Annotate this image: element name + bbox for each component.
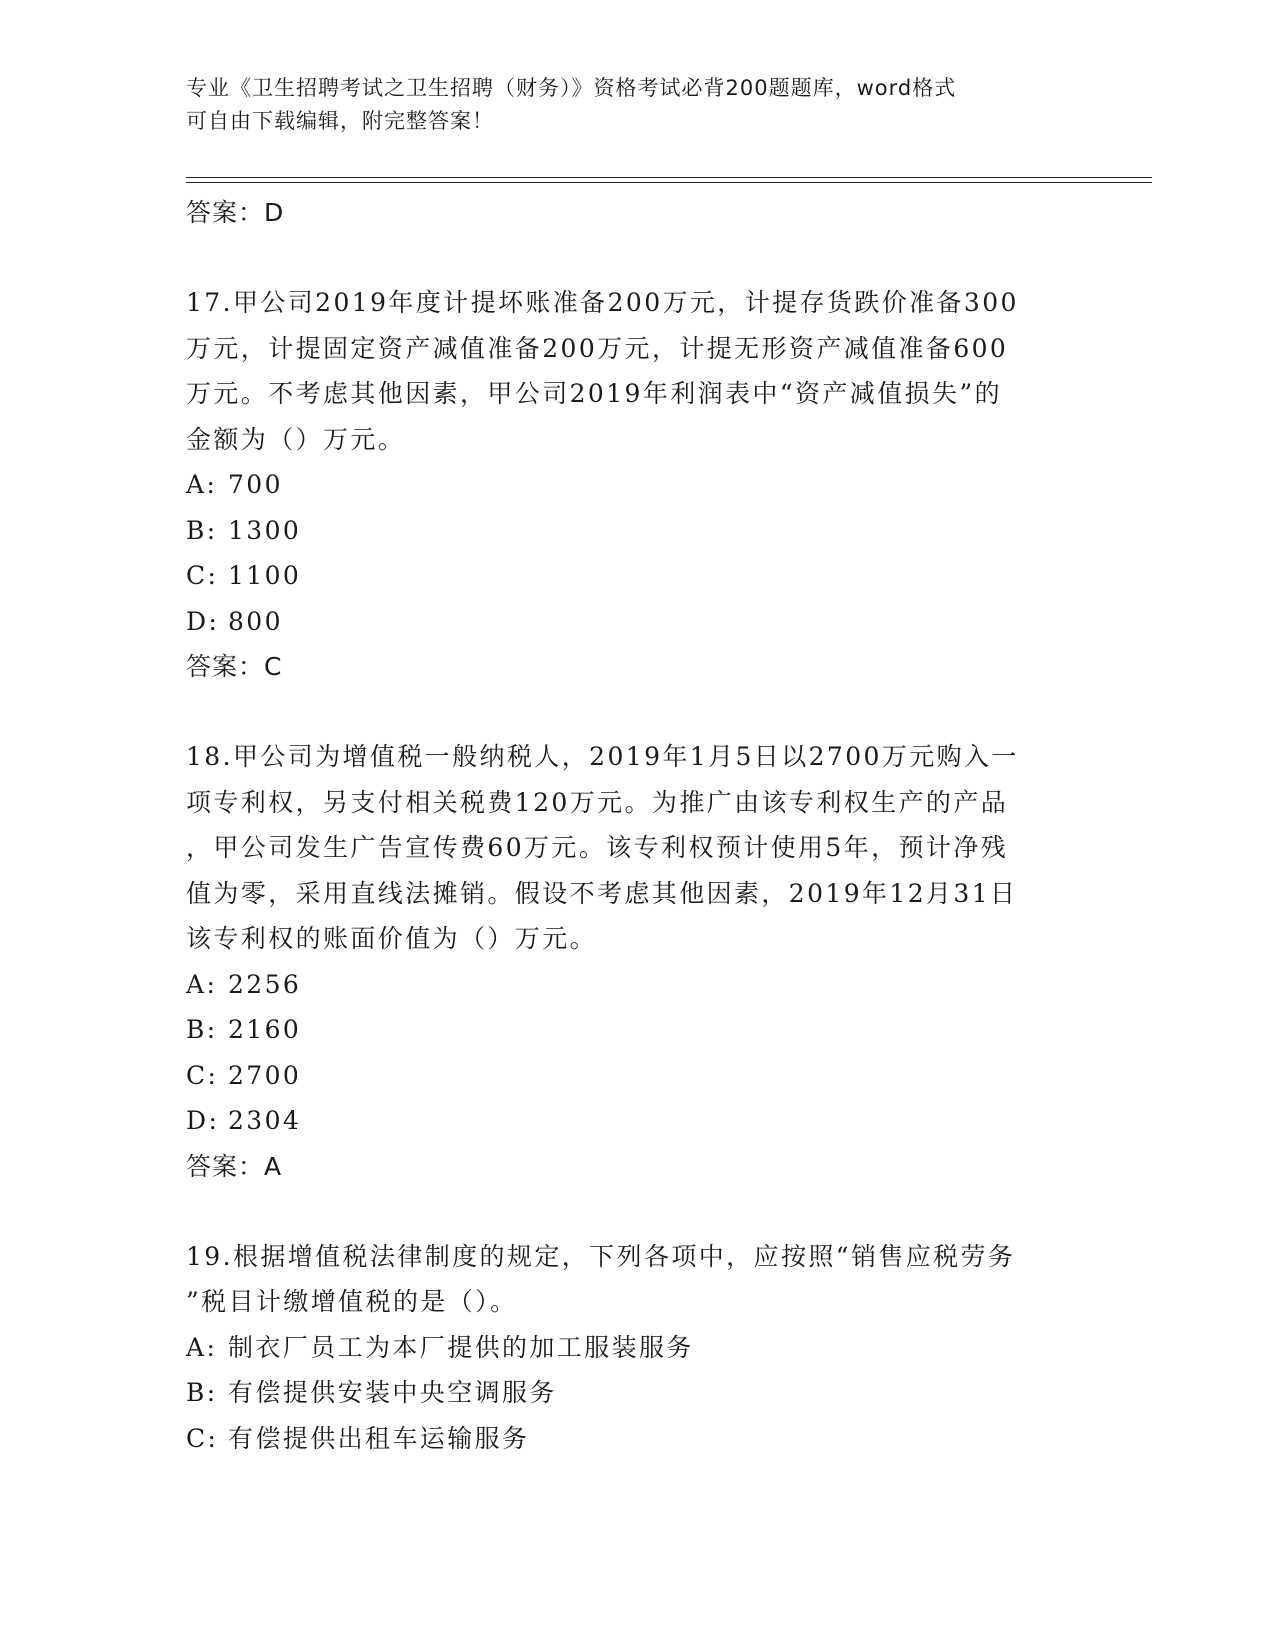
option-c: C: 2700 [186, 1060, 302, 1090]
option-c: C: 1100 [186, 561, 302, 590]
question-line: 18.甲公司为增值税一般纳税人，2019年1月5日以2700万元购入一 [186, 742, 1019, 771]
question-line: 17.甲公司2019年度计提坏账准备200万元，计提存货跌价准备300 [186, 288, 1019, 317]
answer-line: 答案：A [186, 1151, 283, 1181]
option-d: D: 2304 [186, 1106, 302, 1135]
option-d: D: 800 [186, 606, 283, 636]
option-b: B: 1300 [186, 515, 302, 545]
question-line: 万元，计提固定资产减值准备200万元，计提无形资产减值准备600 [186, 333, 1009, 363]
option-a: A: 2256 [186, 969, 302, 999]
question-line: 金额为（）万元。 [186, 424, 406, 454]
question-block [186, 1234, 1086, 1462]
question-text [186, 1234, 1086, 1325]
question-line: 值为零，采用直线法摊销。假设不考虑其他因素，2019年12月31日 [186, 878, 1018, 908]
document-header [186, 72, 1066, 138]
question-line: ，甲公司发生广告宣传费60万元。该专利权预计使用5年，预计净残 [186, 833, 1009, 862]
option-a: A: 制衣厂员工为本厂提供的加工服装服务 [186, 1332, 694, 1362]
answer-line: 答案：D [186, 198, 285, 227]
option-c: C: 有偿提供出租车运输服务 [186, 1423, 530, 1453]
document-body [186, 190, 1086, 1461]
question-line: 19.根据增值税法律制度的规定，下列各项中，应按照“销售应税劳务 [186, 1241, 1016, 1271]
question-text [186, 280, 1086, 462]
question-line: ”税目计缴增值税的是（）。 [186, 1287, 518, 1316]
option-a: A: 700 [186, 470, 283, 499]
question-text [186, 734, 1086, 962]
header-divider-bottom [186, 182, 1152, 183]
option-b: B: 有偿提供安装中央空调服务 [186, 1378, 557, 1407]
question-line: 万元。不考虑其他因素，甲公司2019年利润表中“资产减值损失”的 [186, 379, 1002, 408]
header-line-1: 专业《卫生招聘考试之卫生招聘（财务）》资格考试必背200题题库，word格式 [186, 76, 957, 100]
question-block [186, 280, 1086, 690]
answer-line: 答案：C [186, 652, 283, 681]
header-divider-top [186, 177, 1152, 178]
question-line: 项专利权，另支付相关税费120万元。为推广由该专利权生产的产品 [186, 787, 1009, 817]
header-line-2: 可自由下载编辑，附完整答案！ [186, 109, 494, 133]
question-line: 该专利权的账面价值为（）万元。 [186, 924, 598, 953]
question-block [186, 734, 1086, 1190]
option-b: B: 2160 [186, 1015, 302, 1044]
